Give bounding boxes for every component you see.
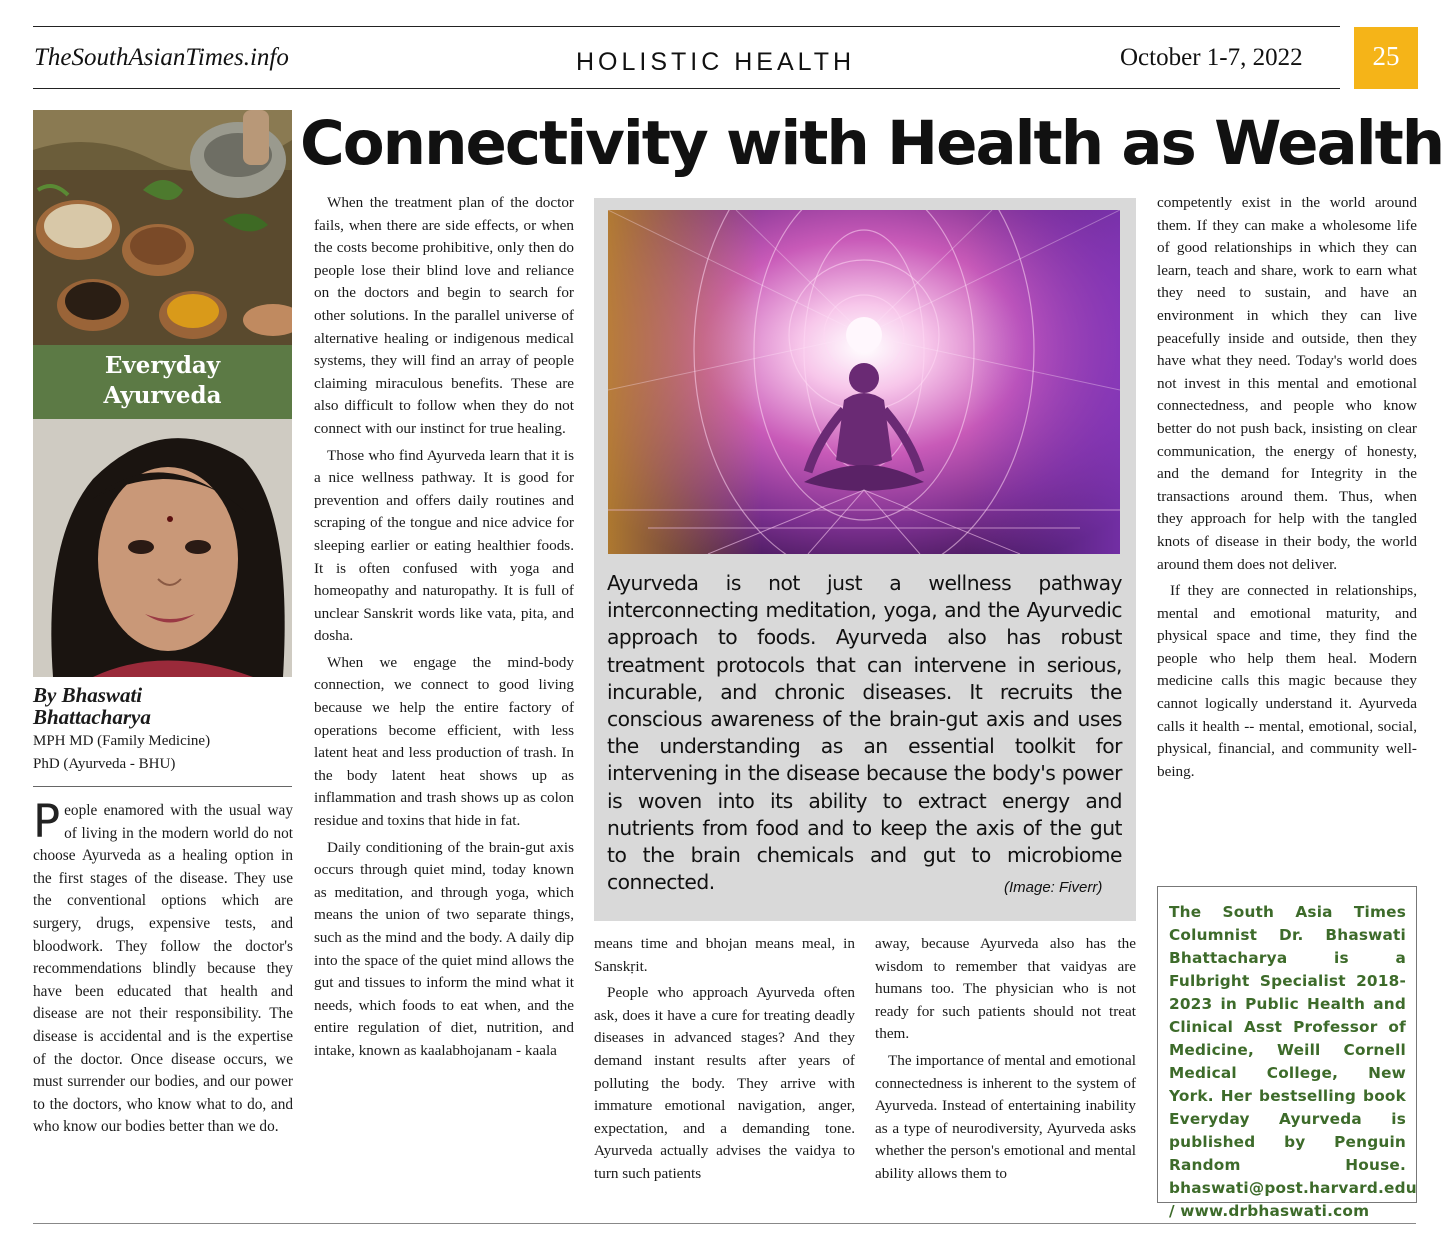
byline-line-1: By Bhaswati [33,683,143,707]
col5-paragraph-2: If they are connected in relationships, mental and emotional maturity, and physical space and time, they find the people who help them heal. Modern medicine calls this magic because they cannot logically understand it. Ayurveda calls it health -- mental, emotional, social, physical, financial, and community well-being. [1157,582,1417,780]
meditation-illustration [608,210,1120,554]
image-credit: (Image: Fiverr) [1004,879,1103,896]
page-number-badge: 25 [1354,27,1418,89]
col4-paragraph-2: The importance of mental and emotional connectedness is inherent to the system of Ayurveda. Instead of entertaining inability as a type of neurodiversity, Ayurveda asks whether the person's emotional and mental ability allows them to [875,1051,1136,1182]
author-byline [33,684,293,728]
col3-paragraph-2: People who approach Ayurveda often ask, does it have a cure for treating deadly diseases in advanced stages? And they demand instant results after years of polluting the body. They arrive with immature emotional navigation, anger, expectation, and a demanding tone. Ayurveda actually advises the vaidya to turn such patients [594,984,855,1182]
author-bio-box [1157,886,1417,1220]
article-column-1 [33,795,293,1139]
col4-paragraph-1: away, because Ayurveda also has the wisdom to remember that vaidyas are humans too. The physician who is not ready for such patients should not treat them. [875,935,1136,1043]
article-column-5 [1157,192,1417,783]
author-portrait [33,419,292,677]
col5-paragraph-1: competently exist in the world around them. If they can make a wholesome life of good relationships in which they can learn, teach and share, work to earn what they need to sustain, and have an environment in which they can live peacefully inside and outside, then they have what they need. Today's world does not invest in this mental and emotional connectedness, and people who know better do not push back, insisting on clear communication, the energy of honesty, and the demand for Integrity in the transactions around them. Thus, when they approach for help with the tangled knots of disease in their body, the world around them does not deliver. [1157,194,1417,573]
article-column-2 [314,192,574,1063]
col1-paragraph: eople enamored with the usual way of living in the modern world do not choose Ayurveda as a healing option in the first stages of the disease. They use the conventional options which are surgery, drugs, expensive tests, and bloodwork. They follow the doctor's recommendations blindly because they have been educated that health and disease are not their responsibility. The disease is accidental and is the expertise of the doctor. Once disease occurs, we must surrender our bodies, and our power to the doctors, who know what to do, and who know our bodies better than we do. [33,802,293,1136]
col2-paragraph-2: Those who find Ayurveda learn that it is a nice wellness pathway. It is good for prevention and offers daily routines and scraping of the tongue and nice advice for sleeping earlier or eating healthier foods. It is often confused with yoga and homeopathy and naturopathy. It is full of unclear Sanskrit words like vata, pita, and dosha. [314,446,574,645]
col2-paragraph-1: When the treatment plan of the doctor fails, when there are side effects, or when the costs become prohibitive, only then do people lose their blind love and reliance on the doctors and begin to search for other solutions. In the parallel universe of alternative healing or indigenous medical systems, they will find an array of people claiming miraculous benefits. These are also difficult to follow when they do not connect with our instinct for true healing. [314,194,574,437]
section-title: HOLISTIC HEALTH [576,48,856,76]
issue-date: October 1-7, 2022 [1120,44,1303,71]
bottom-rule [33,1223,1416,1224]
article-headline: Connectivity with Health as Wealth [300,108,1444,179]
author-credential-1: MPH MD (Family Medicine) [33,733,211,749]
byline-line-2: Bhattacharya [33,705,151,729]
author-bio: The South Asia Times Columnist Dr. Bhaswati Bhattacharya is a Fulbright Specialist 2018-2023 in Public Health and Clinical Asst Professor of Medicine, Weill Cornell Medical College, New York. Her bestselling book Everyday Ayurveda is published by Penguin Random House. bhaswati@post.harvard.edu / www.drbhaswati.com [1169,903,1417,1220]
dropcap: P [33,795,61,848]
herb-photo [33,110,292,345]
banner-line-1: Everyday [104,352,221,379]
banner-line-2: Ayurveda [103,382,222,409]
feature-caption: Ayurveda is not just a wellness pathway interconnecting meditation, yoga, and the Ayurvedic approach to foods. Ayurveda also has robust treatment protocols that can intervene in serious, incurable, and chronic diseases. It recruits the conscious awareness of the brain-gut axis and uses the understanding as an essential toolkit for intervening in the disease because the body's power is woven into its ability to extract energy and nutrients from food and to keep the axis of the gut to the brain chemicals and gut to microbiome connected. [607,571,1122,895]
col3-paragraph-1: means time and bhojan means meal, in Sanskṛit. [594,935,855,975]
author-credential-2: PhD (Ayurveda - BHU) [33,756,176,772]
article-column-4 [875,933,1136,1186]
top-rule [33,26,1340,27]
article-column-3 [594,933,855,1186]
col2-paragraph-3: When we engage the mind-body connection, we connect to good living because we help the entire factory of operations become efficient, with less latent heat and less production of trash. In the body latent heat shows up as inflammation and trash shows up as colon residue and toxins that hide in fat. [314,653,574,830]
column-banner [33,345,292,419]
sidebar-divider [33,786,292,787]
masthead-rule [33,88,1340,89]
col2-paragraph-4: Daily conditioning of the brain-gut axis occurs through quiet mind, today known as meditation, and through yoga, which means the union of two separate things, such as the mind and the body. A daily dip into the space of the quiet mind allows the gut and tissues to inform the mind what it needs, which foods to eat when, and the entire regulation of diet, nutrition, and intake, known as kaalabhojanam - kaala [314,838,574,1059]
site-name: TheSouthAsianTimes.info [34,44,289,71]
